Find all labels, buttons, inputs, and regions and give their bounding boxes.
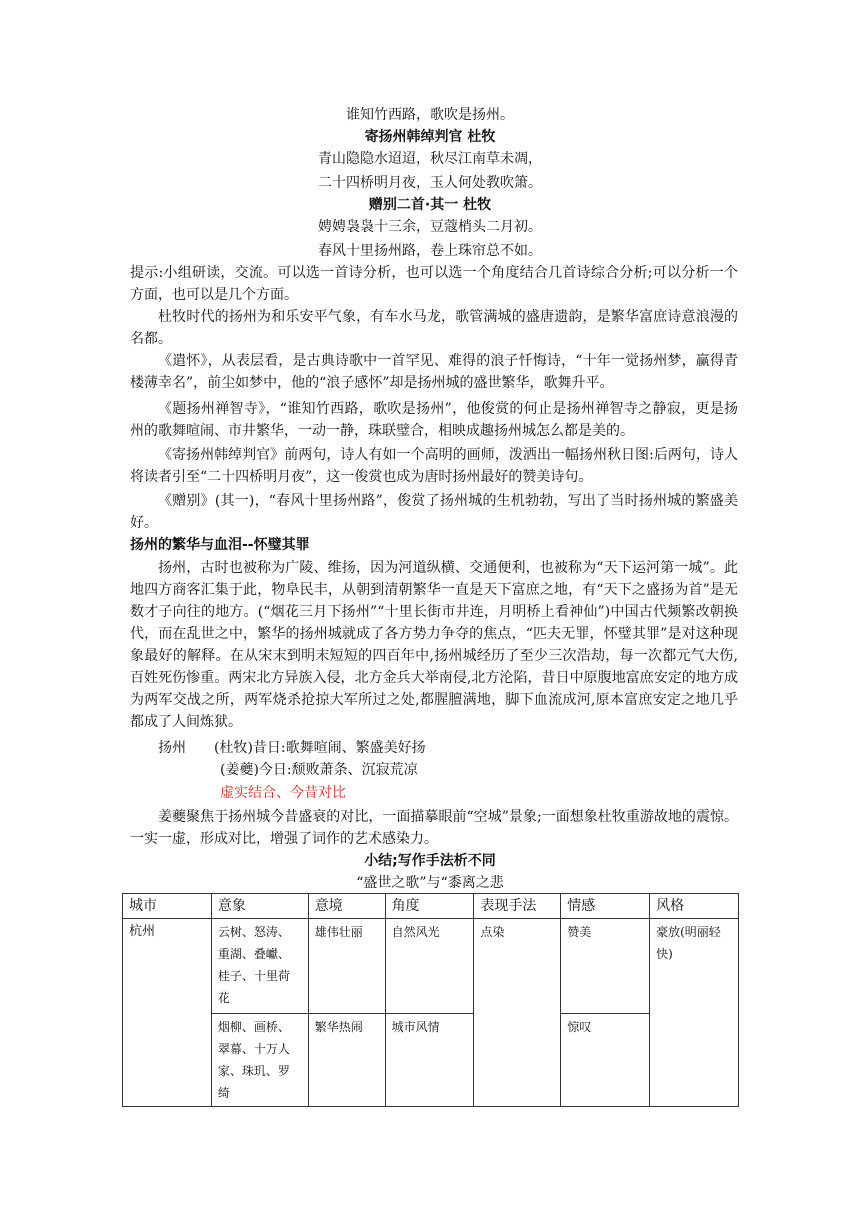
poem-line: 春风十里扬州路，卷上珠帘总不如。: [318, 243, 542, 259]
table-header: 情感: [561, 894, 650, 919]
table-cell-city: 杭州: [123, 919, 212, 1107]
section-heading: 扬州的繁华与血泪--怀璧其罪: [130, 537, 310, 553]
analysis-paragraph: 姜夔聚焦于扬州城今昔盛衰的对比，一面描摹眼前“空城”景象;一面想象杜牧重游故地的震惊。一实一虚，形成对比，增强了词作的艺术感染力。: [130, 809, 738, 847]
table-cell: 惊叹: [561, 1014, 650, 1107]
hint-paragraph: 提示:小组研读，交流。可以选一首诗分析，也可以选一个角度结合几首诗综合分析;可以分析一个方面，也可以是几个方面。: [130, 265, 738, 303]
table-cell: 雄伟壮丽: [308, 919, 385, 1014]
paragraph: 杜牧时代的扬州为和乐安平气象，有车水马龙，歌管满城的盛唐遗韵，是繁华富庶诗意浪漫的名都。: [130, 309, 738, 347]
paragraph: 《遣怀》，从表层看，是古典诗歌中一首罕见、难得的浪子忏悔诗，“十年一觉扬州梦，赢得青楼薄幸名”，前尘如梦中，他的“浪子感怀”却是扬州城的盛世繁华，歌舞升平。: [130, 353, 738, 391]
comparison-table: [122, 893, 739, 1107]
table-header-row: [123, 894, 739, 919]
poem-title: 寄扬州韩绰判官 杜牧: [364, 129, 496, 145]
table-header: 表现手法: [474, 894, 561, 919]
table-cell: 豪放(明丽轻快): [650, 919, 739, 1107]
table-header: 角度: [385, 894, 474, 919]
table-cell: 烟柳、画桥、翠幕、十万人家、珠玑、罗绮: [211, 1014, 308, 1107]
table-cell: 点染: [474, 919, 561, 1107]
poem-title: 赠别二首·其一 杜牧: [368, 197, 492, 213]
compare-line: (姜夔)今日:颓败萧条、沉寂荒凉: [220, 762, 418, 778]
poem-line: 谁知竹西路，歌吹是扬州。: [346, 107, 514, 123]
table-row: [123, 1014, 739, 1107]
table-cell: 云树、怒涛、重湖、叠巘、桂子、十里荷花: [211, 919, 308, 1014]
compare-city: 扬州: [158, 740, 186, 756]
paragraph: 《寄扬州韩绰判官》前两句，诗人有如一个高明的画师，泼洒出一幅扬州秋日图:后两句，诗人将读者引至“二十四桥明月夜”，这一俊赏也成为唐时扬州最好的赞美诗句。: [130, 447, 738, 485]
summary-subtitle: “盛世之歌”与“黍离之悲: [356, 875, 504, 891]
table-header: 城市: [123, 894, 212, 919]
paragraph: 《赠别》(其一)，“春风十里扬州路”，俊赏了扬州城的生机勃勃，写出了当时扬州城的繁盛美好。: [130, 493, 738, 531]
paragraph: 《题扬州禅智寺》，“谁知竹西路，歌吹是扬州”，他俊赏的何止是扬州禅智寺之静寂，更是扬州的歌舞喧闹、市井繁华，一动一静，珠联璧合，相映成趣扬州城怎么都是美的。: [130, 401, 738, 439]
poem-line: 二十四桥明月夜，玉人何处教吹箫。: [318, 175, 542, 191]
table-cell: 繁华热闹: [308, 1014, 385, 1107]
section-body: 扬州，古时也被称为广陵、维扬，因为河道纵横、交通便利，也被称为“天下运河第一城”。此地四方商客汇集于此，物阜民丰，从朝到清朝繁华一直是天下富庶之地，有“天下之盛扬为首”是无数才子向往的地方。(“烟花三月下扬州”“十里长街市井连，月明桥上看神仙”)中国古代频繁改朝换代，而在乱世之中，繁华的扬州城就成了各方势力争夺的焦点，“匹夫无罪，怀璧其罪”是对这种现象最好的解释。在从宋末到明末短短的四百年中,扬州城经历了至少三次浩劫，每一次都元气大伤,百姓死伤惨重。两宋北方异族入侵，北方金兵大举南侵,北方沦陷，昔日中原腹地富庶安定的地方成为两军交战之所，两军烧杀抢掠大军所过之处,都腥膻满地，脚下血流成河,原本富庶安定之地几乎都成了人间炼狱。: [130, 560, 738, 730]
compare-line: (杜牧)昔日:歌舞喧闹、繁盛美好扬: [214, 740, 426, 756]
compare-highlight: 虚实结合、今昔对比: [220, 785, 346, 801]
table-cell: 城市风情: [385, 1014, 474, 1107]
poem-line: 青山隐隐水迢迢，秋尽江南草未凋，: [318, 151, 542, 167]
table-header: 风格: [650, 894, 739, 919]
table-cell: 赞美: [561, 919, 650, 1014]
poem-line: 娉娉袅袅十三余，豆蔻梢头二月初。: [318, 219, 542, 235]
table-row: [123, 919, 739, 1014]
summary-title: 小结;写作手法析不同: [364, 853, 496, 869]
table-cell: 自然风光: [385, 919, 474, 1014]
table-header: 意象: [211, 894, 308, 919]
table-header: 意境: [308, 894, 385, 919]
